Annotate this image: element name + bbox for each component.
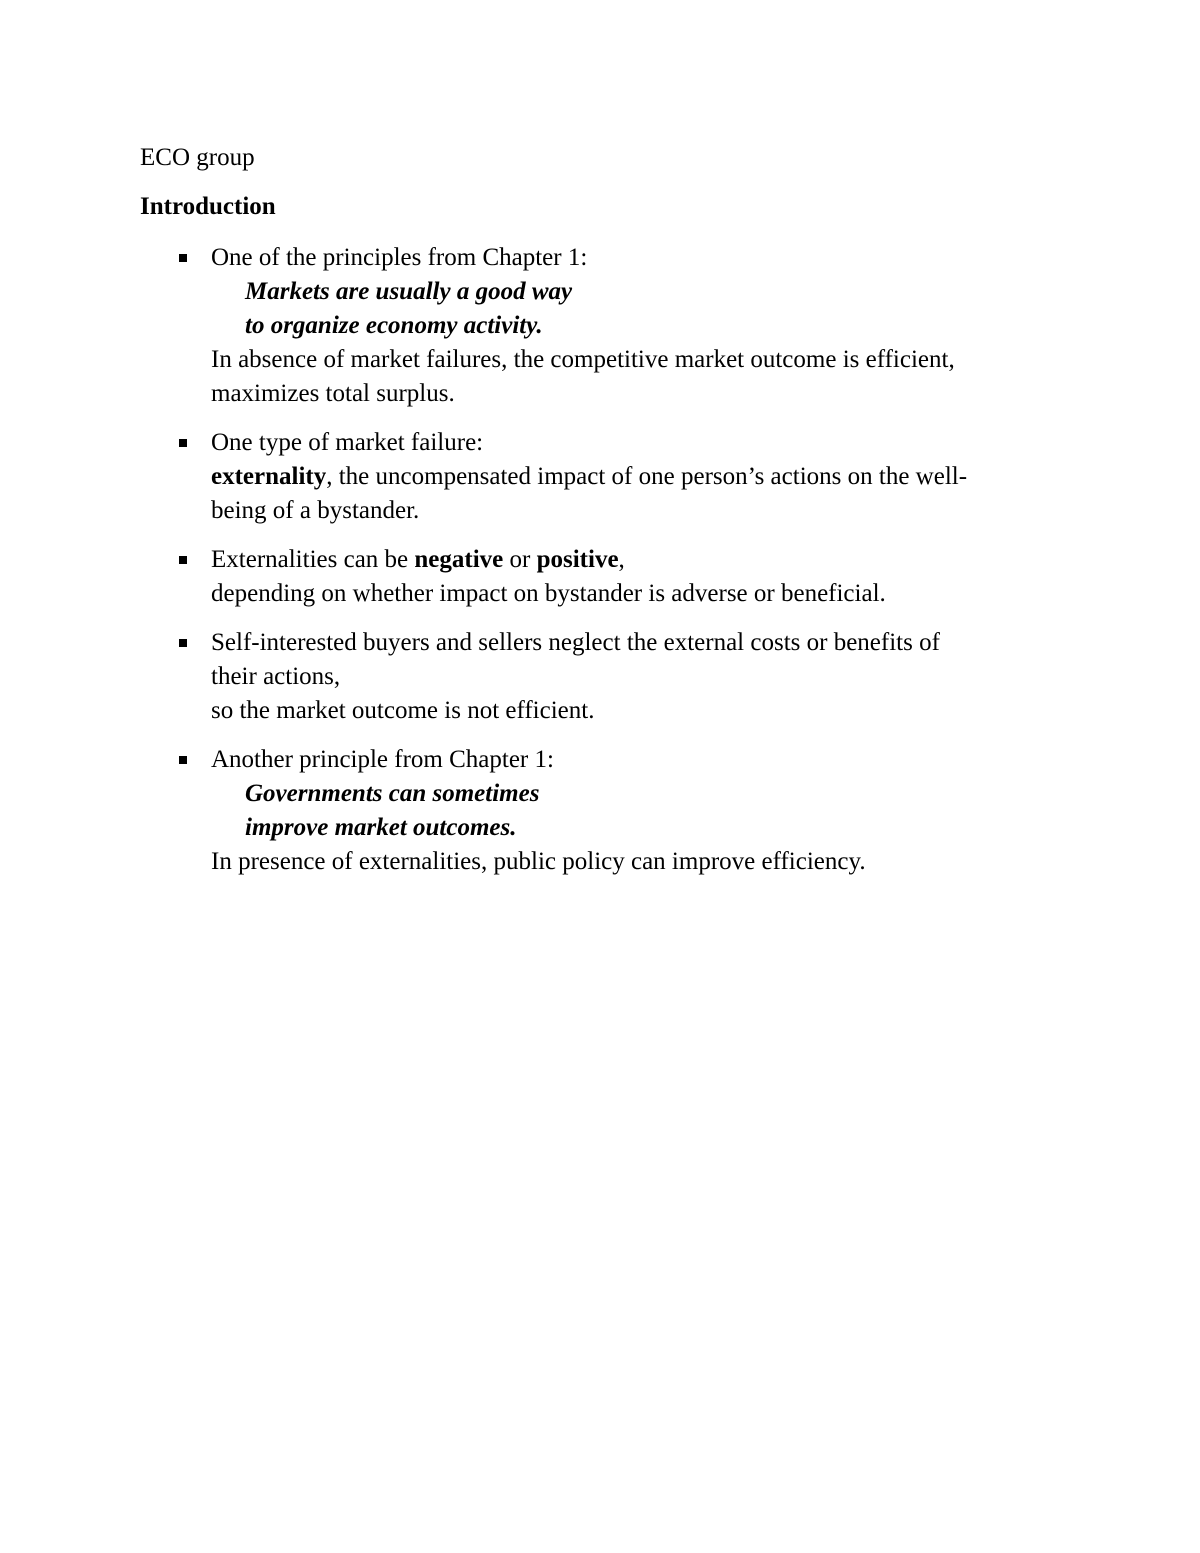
bullet-body-line: Self-interested buyers and sellers neglect the external costs or benefits of: [211, 629, 940, 656]
bullet-body-line: In presence of externalities, public policy can improve efficiency.: [211, 848, 866, 875]
text-fragment: Externalities can be: [211, 546, 415, 573]
bullet-body-line: In absence of market failures, the competitive market outcome is efficient,: [211, 346, 955, 373]
bullet-body-line: so the market outcome is not efficient.: [211, 697, 595, 724]
bullet-item-market-failure: [140, 426, 1060, 528]
definition-text: , the uncompensated impact of one person’s actions on the well-: [326, 463, 968, 490]
definition-line: [211, 460, 1060, 494]
term-positive: positive: [536, 546, 619, 573]
group-label: ECO group: [140, 144, 255, 171]
bullet-intro: One type of market failure:: [211, 429, 484, 456]
square-bullet-icon: [179, 439, 187, 447]
bullet-item-negative-positive: [140, 543, 1060, 611]
bullet-body-line: maximizes total surplus.: [211, 380, 455, 407]
square-bullet-icon: [179, 756, 187, 764]
square-bullet-icon: [179, 556, 187, 564]
term-negative: negative: [414, 546, 504, 573]
definition-line: being of a bystander.: [211, 497, 420, 524]
principle-quote-line: improve market outcomes.: [245, 814, 517, 841]
bullet-item-self-interest: [140, 626, 1060, 728]
square-bullet-icon: [179, 254, 187, 262]
square-bullet-icon: [179, 639, 187, 647]
term-externality: externality: [211, 463, 327, 490]
section-heading: Introduction: [140, 193, 276, 220]
bullet-list: [140, 241, 1060, 894]
principle-quote-line: to organize economy activity.: [245, 312, 543, 339]
bullet-body-line: depending on whether impact on bystander is adverse or beneficial.: [211, 580, 886, 607]
bullet-intro: One of the principles from Chapter 1:: [211, 244, 588, 271]
text-fragment: or: [503, 546, 537, 573]
bullet-item-principle-governments: [140, 743, 1060, 879]
bullet-body-line: their actions,: [211, 663, 341, 690]
bullet-intro: Another principle from Chapter 1:: [211, 746, 554, 773]
bullet-first-line: [211, 543, 1060, 577]
text-fragment: ,: [618, 546, 625, 573]
principle-quote-line: Markets are usually a good way: [245, 278, 573, 305]
bullet-item-principle-markets: [140, 241, 1060, 411]
principle-quote-line: Governments can sometimes: [245, 780, 540, 807]
